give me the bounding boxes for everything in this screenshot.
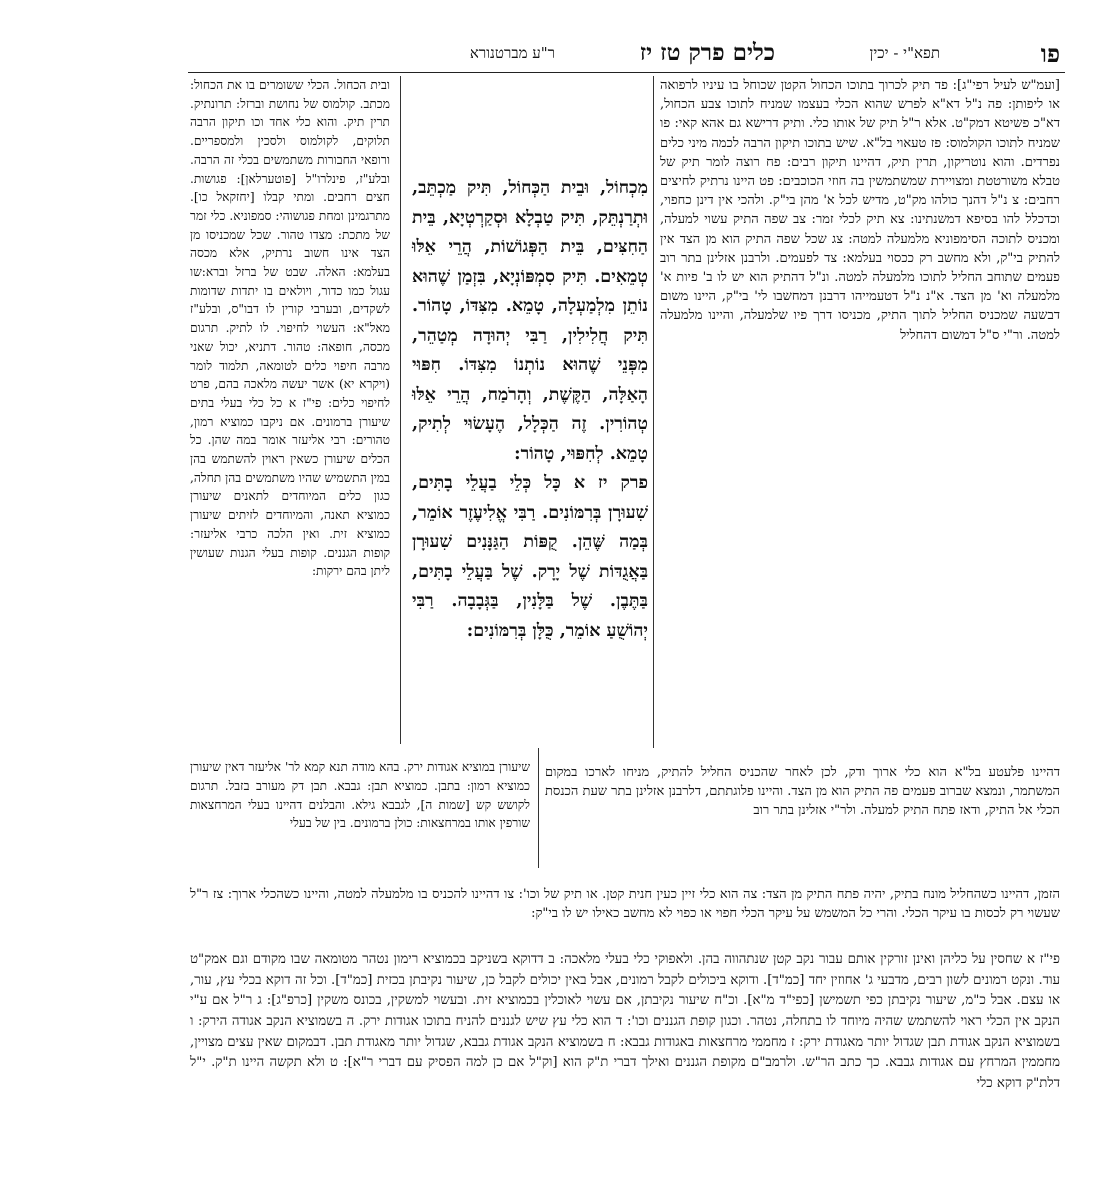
header-rule: [188, 72, 1065, 73]
page-header: [300, 39, 1060, 70]
bartenura-commentary: [190, 76, 390, 741]
header-tractate-title: כלים פרק טז יז: [639, 39, 775, 66]
commentary-wide-a-text: דהיינו פלעטע בל"א הוא כלי ארוך ודק, לכן לאחר שהכניס החליל להתיק, מניחו לארכו במקום המשתמר, ונמצא שברוב פעמים פה התיק הוא מן הצד. והיינו פלוגתתם, דלרבנן אזלינן בתר שעת הכנסת הכלי אל התיק, ודאז פתח התיק למעלה. ולר"י אזלינן בתר רוב: [545, 765, 1060, 819]
bartenura-continued: [190, 746, 530, 870]
commentary-bottom-text: פי"ז א שחסין על כליהן ואינן זורקין אותם עבור נקב קטן שנתהווה בהן. ולאפוקי כלי בעלי מלאכה: ב דדוקא בשניקב בכמוציא רימון נטהר מטומאה שבו מקודם וגם אמק"ט עוד. ונקט רמונים לשון רבים, מדבעי ג' אחוזין יחד [כמ"ד]. ודוקא ביכולים לקבל רמונים, אבל באין יכולים לקבל כן, שיעור נקיבתן בכזית [כמ"ד]. וכל זה דוקא בכלי עץ, עור, או עצם. אבל כ"מ, שיעור נקיבתן כפי תשמישן [כפי"ד מ"א]. וכ"ח שיעור נקיבתן, אם עשוי לאוכלין בכמוציא זית. ובעשוי למשקין, בכונס משקין [כרפ"ג]: ג ר"ל אם ע"י הנקב אין הכלי ראוי להשתמש שהיה מיוחד לו בתחלה, נטהר. וכגון קופת הגננים וכו': ד הוא כלי עץ שיש לגננים להניח בתוכו אגודות ירק. ה בשמוציא הנקב אגודה הירק: ו בשמוציא הנקב אגודת תבן שגדול יותר מאגודת ירק: ז מחממי מרחצאות באגודות גבבא: ח בשמוציא הנקב אגודת גבבא, שגדול יותר מאגודת תבן. דבמקום שאין עצים מצויין, מחממין המרחץ עם אגודות גבבא. כך כתב הר"ש. ולרמב"ם מקופת הגננים ואילך דברי ת"ק הוא [וק"ל אם כן למה הפסיק עם דברי ר"א]: ט ולא תקשה היינו ת"ק. י"ל דלת"ק דוקא כלי: [190, 952, 1060, 1091]
mishnah-text: [412, 174, 648, 641]
commentary-left-text: ובית הכחול. הכלי ששומרים בו את הכחול: מכתב. קולמוס של נחושת וברזל: תרונתיק. תרין תיק. והוא כלי אחד וכו תיקון הרבה תלוקים, לקולמוס ולסכין ולמספריים. ורופאי החבורות משתמשים בכלי זה הרבה. ובלע"ז, פינלרו"ל [פוטערלאן]: פגושות. חצים רחבים. ומתי קבלו [יחזקאל כו]. מתרגמינן ומחת פגושוהי: סמפוניא. כלי זמר של מתכת: מצדו טהור. שכל שמכניסו מן הצד אינו חשוב נרתיק, אלא מכסה בעלמא: האלה. שבט של ברזל וברא:שו עגול כמו כדור, ויולאים בו יתדות שדומות לשקדים, ובערבי קורין לו דבו"ס, ובלע"ז מאל"א: העשוי לחיפוי. לו לתיק. תרגום מכסה, חופאה: טהור. דתניא, יכול שאני מרבה חיפוי כלים לטומאה, תלמוד לומר (ויקרא יא) אשר יעשה מלאכה בהם, פרט לחיפוי כלים: פי"ז א כל כלי בעלי בתים שיעורן ברמונים. אם ניקבו כמוציא רמון, טהורים: רבי אליעזר אומר במה שהן. כל הכלים שיעורן כשאין ראוין להשתמש בהן במין התשמיש שהיו משתמשים בהן תחלה, כגון כלים המיוחדים לתאנים שיעורן כמוציא תאנה, והמיוחדים לזיתים שיעורן כמוציא זית. ואין הלכה כרבי אליעזר: קופות הגננים. קופות בעלי הגנות שעושין ליתן בהם ירקות:: [189, 78, 390, 579]
page-number: פו: [1040, 39, 1060, 68]
header-commentary-title: תפא"י - יכין: [869, 44, 940, 62]
header-bartenura-title: ר"ע מברטנורא: [469, 44, 555, 62]
commentary-wide-b-text: הזמן, דהיינו כשהחליל מונח בתיק, יהיה פתח התיק מן הצד: צה הוא כלי זיין כעין חנית קטן. או תיק של וכו': צו דהיינו להכניס בו מלמעלה למטה, והיינו כשהכלי ארוך: צז ר"ל שעשוי רק לכסות בו עיקר הכלי. והרי כל המשמש על עיקר הכלי חפוי או כפוי לא מחשב כאילו יש לו בי"ק:: [190, 887, 1060, 922]
tiferet-yisrael-wide: [190, 872, 1060, 920]
mishnah-part-2: פרק יז א כָּל כְּלֵי בַעֲלֵי בָתִּים, שִׁעוּרָן בְּרִמּוֹנִים. רַבִּי אֱלִיעֶזֶר אוֹמֵר, בְּמַה שֶּׁהֵן. קֻפּוֹת הַגַּנָּנִים שִׁעוּרָן בַּאֲגֻדּוֹת שֶׁל יָרָק. שֶׁל בַּעֲלֵי בָתִּים, בַּתֶּבֶן. שֶׁל בַּלָּנִין, בַּגְּבָבָה. רַבִּי יְהוֹשֻׁעַ אוֹמֵר, כֻּלָּן בְּרִמּוֹנִים:: [412, 473, 648, 641]
tiferet-yisrael-continued: [545, 750, 1060, 870]
lower-column-divider: [538, 748, 539, 868]
commentary-right-text: [ועמ"ש לעיל רפי"ג]: פד תיק לכרוך בתוכו הכחול הקטן שכוחל בו עיניו לרפואה או ליפותן: פה נ"ל דא"א לפרש שהוא הכלי בעצמו שמניח לתוכו צבע הכחול, דא"כ פשיטא דמק"ט. אלא ר"ל תיק של אותו כלי. ותיק דרישא גם אהא קאי: פו שמניח לתוכו הקולמוס: פז טעאוי בל"א. שיש בתוכו תיקון הרבה לכמה מיני כלים נפרדים. והוא נוטריקון, תרין תיק, דהיינו תיקון רבים: פח רוצה לומר תיק של טבלא משורטטת ומצויירת שמשתמשין בה חוזי הכוכבים: פט היינו נרתיק לחיצים רחבים: צ נ"ל דהנך כולהו מק"ט, מדיש לכל א' מהן בי"ק. ולהכי אין דינן כחפוי, וכדכלל להו בסיפא דמשנתינו: צא תיק לכלי זמר: צב שפה התיק עשוי למעלה, ומכניס לתוכה הסימפוניא מלמעלה למטה: צג שכל שפה התיק הוא מן הצד אין להתיק בי"ק, ולא מחשב רק ככסוי בעלמא: צד לפעמים. ולרבנן אזלינן בתר רוב פעמים שתוחב החליל לתוכו מלמעלה למטה. ונ"ל דהתיק הוא יש לו ב' פיות א' מלמעלה וא' מן הצד. א"נ נ"ל דטעמייהו דרבנן דמחשבו לי' בי"ק, היינו משום דבשעה שמכניס החליל לתוך התיק, מכניסו דרך פיו שלמעלה, והיינו מלמעלה למטה. ור"י ס"ל דמשום דהחליל: [660, 78, 1060, 343]
commentary-left-lower-text: שיעורן במוציא אגודות ירק. בהא מודה תנא קמא לר' אליעזר דאין שיעורן כמוציא רמון: בתבן. כמוציא תבן: גבבא. תבן דק מעורב בזבל. תרגום לקושש קש [שמות ה], לגבבא גילא. והבלנים דהיינו בעלי המרחצאות שורפין אותו במרחצאות: כולן ברמונים. בין של בעלי: [190, 760, 530, 831]
yachin-commentary-bottom: [190, 937, 1060, 1187]
mishnah-part-1: מִכְחוֹל, וּבֵית הַכְּחוֹל, תִּיק מַכְתֵּב, וּתְרַנְתֵּק, תִּיק טַבְלָא וּסְקַרְטְיָא, בֵּית הַחִצִּים, בֵּית הַפְּגוֹשׁוֹת, הֲרֵי אֵלּוּ טְמֵאִים. תִּיק סִמְפּוֹנְיָא, בִּזְמַן שֶׁהוּא נוֹתֵן מִלְמַעְלָה, טָמֵא. מִצִּדּוֹ, טָהוֹר. תִּיק חֲלִילִין, רַבִּי יְהוּדָה מְטַהֵר, מִפְּנֵי שֶׁהוּא נוֹתְנוֹ מִצִּדּוֹ. חִפּוּי הָאַלָּה, הַקֶּשֶׁת, וְהָרֹמַח, הֲרֵי אֵלּוּ טְהוֹרִין. זֶה הַכְּלָל, הֶעָשׂוּי לְתִיק, טָמֵא. לְחִפּוּי, טָהוֹר:: [412, 178, 648, 464]
column-divider-left: [400, 76, 401, 744]
column-divider-right: [653, 76, 654, 748]
tiferet-yisrael-commentary: [660, 76, 1060, 756]
